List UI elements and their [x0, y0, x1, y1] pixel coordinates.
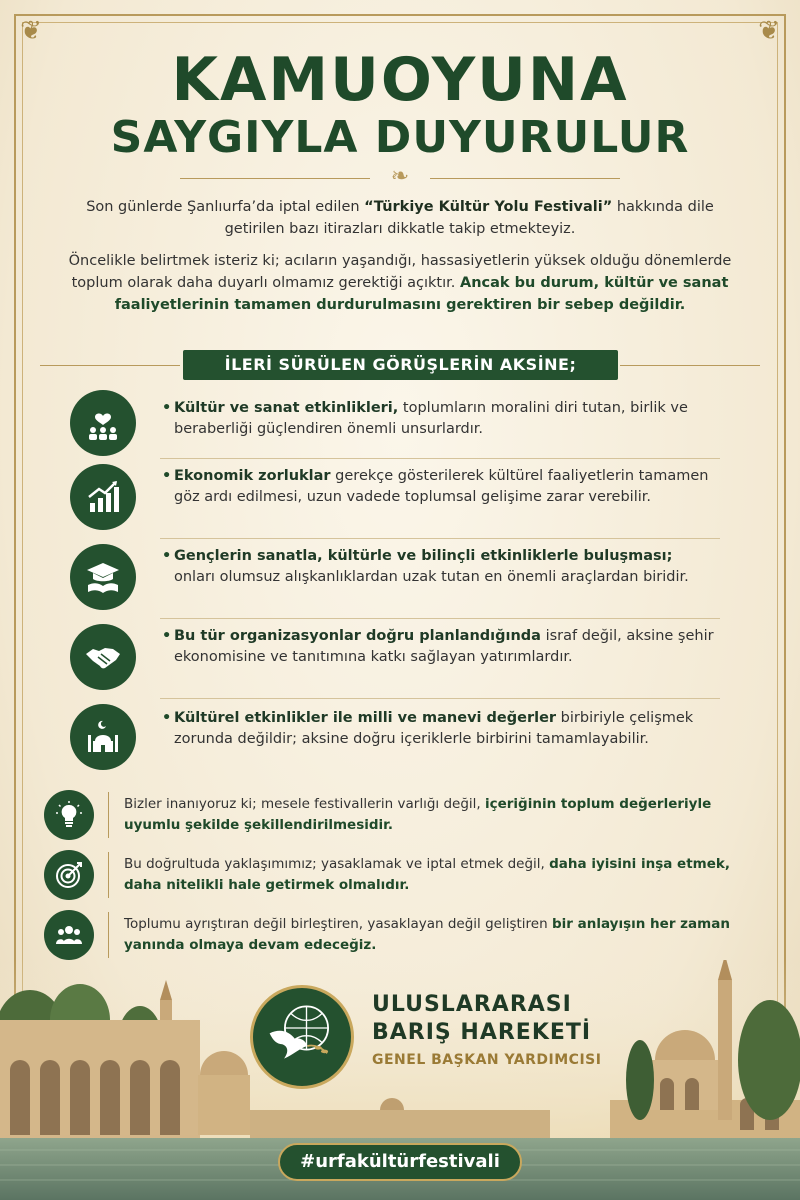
signatory-title: GENEL BAŞKAN YARDIMCISI [372, 1052, 602, 1068]
graduation-book-icon [70, 544, 136, 610]
organization-logo [250, 985, 354, 1089]
statement-text: Bu doğrultuda yaklaşımımız; yasaklamak ve iptal etmek değil, daha iyisini inşa etmek, daha nitelikli hale getirmek olmalıdır. [124, 856, 730, 893]
target-icon [44, 850, 94, 900]
corner-ornament: ❦ [20, 16, 42, 46]
section-banner [40, 350, 760, 380]
org-name-line1: ULUSLARARASI [372, 992, 572, 1017]
org-name-line2: BARIŞ HAREKETİ [372, 1020, 592, 1045]
lightbulb-icon [44, 790, 94, 840]
title-divider: ❧ [180, 172, 620, 184]
hashtag-badge: #urfakültürfestivali [278, 1143, 522, 1181]
intro-paragraph-1: Son günlerde Şanlıurfa’da iptal edilen “Türkiye Kültür Yolu Festivali” hakkında dile getirilen bazı itirazları dikkatle takip etmekteyiz. [86, 199, 714, 237]
item-divider [160, 538, 720, 539]
statement-divider [108, 792, 109, 838]
statement-text: Bizler inanıyoruz ki; mesele festivallerin varlığı değil, içeriğinin toplum değerleriyle uyumlu şekilde şekillendirilmesidir. [124, 796, 712, 833]
dove-globe-icon [257, 992, 347, 1082]
corner-ornament: ❦ [758, 16, 780, 46]
heart-people-icon [70, 390, 136, 456]
item-text: • Kültür ve sanat etkinlikleri, toplumların moralini diri tutan, birlik ve beraberliği güçlendiren önemli unsurlardır. [162, 400, 688, 437]
growth-chart-icon [70, 464, 136, 530]
statement-divider [108, 912, 109, 958]
statement-divider [108, 852, 109, 898]
intro-paragraph-2: Öncelikle belirtmek isteriz ki; acıların yaşandığı, hassasiyetlerin yüksek olduğu dönemlerde toplum olarak daha duyarlı olmamız gerektiği açıktır. Ancak bu durum, kültür ve sanat faaliyetlerinin tamamen durdurulmasını gerektiren bir sebep değildir. [68, 253, 732, 313]
page-title: KAMUOYUNA [171, 45, 629, 115]
item-divider [160, 618, 720, 619]
item-text: • Gençlerin sanatla, kültürle ve bilinçli etkinliklerle buluşması; onları olumsuz alışkanlıklardan uzak tutan en önemli araçlardan biridir. [162, 548, 689, 585]
page-subtitle: SAYGIYLA DUYURULUR [110, 112, 690, 163]
item-text: • Ekonomik zorluklar gerekçe gösterilerek kültürel faaliyetlerin tamamen göz ardı edilmesi, uzun vadede toplumsal gelişime zarar verebilir. [162, 468, 709, 505]
item-divider [160, 698, 720, 699]
statement-text: Toplumu ayrıştıran değil birleştiren, yasaklayan değil geliştiren bir anlayışın her zaman yanında olmaya devam edeceğiz. [124, 916, 730, 953]
handshake-icon [70, 624, 136, 690]
item-text: • Kültürel etkinlikler ile milli ve manevi değerler birbiriyle çelişmek zorunda değildir; aksine doğru içeriklerle birbirini tamamlayabilir. [162, 710, 694, 747]
section-banner-label: İLERİ SÜRÜLEN GÖRÜŞLERİN AKSİNE; [183, 350, 618, 380]
item-text: • Bu tür organizasyonlar doğru planlandığında israf değil, aksine şehir ekonomisine ve tanıtımına katkı sağlayan yatırımlardır. [162, 628, 714, 665]
item-divider [160, 458, 720, 459]
group-icon [44, 910, 94, 960]
mosque-icon [70, 704, 136, 770]
